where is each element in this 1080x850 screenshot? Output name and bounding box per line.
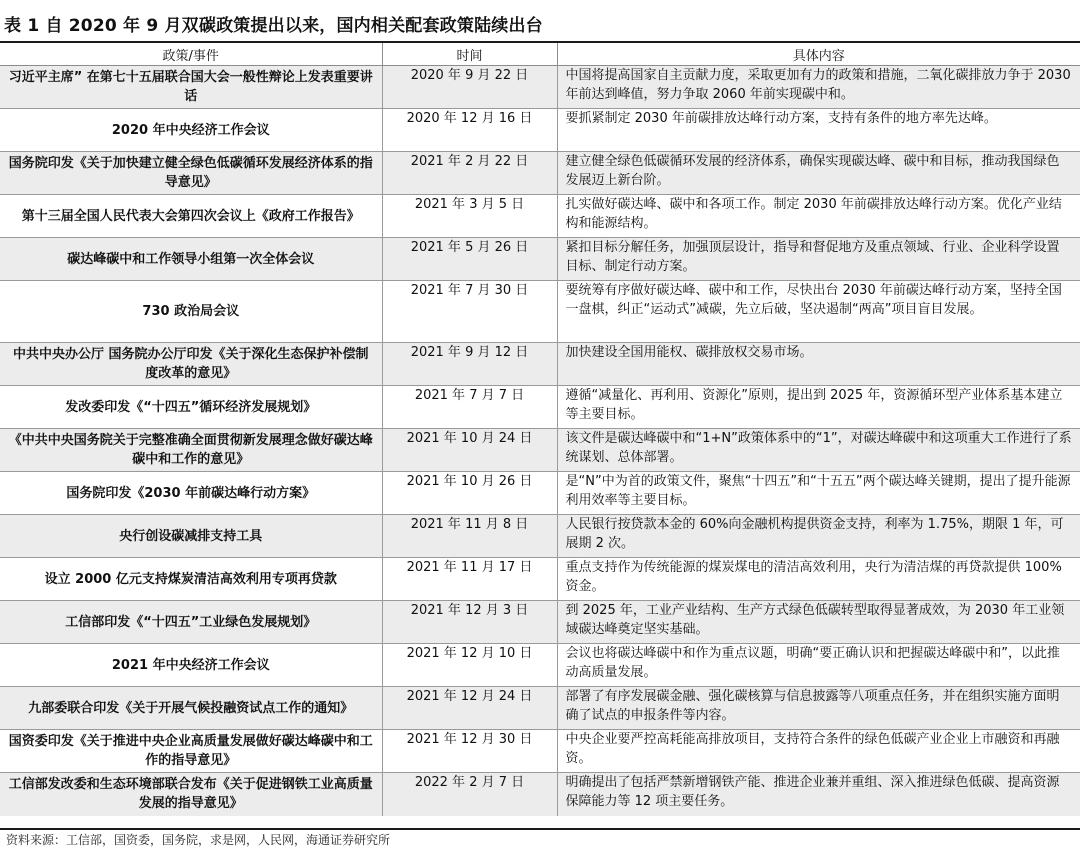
detail-cell: 紧扣目标分解任务，加强顶层设计，指导和督促地方及重点领域、行业、企业科学设置目标、制定行动方案。 bbox=[557, 238, 1080, 281]
detail-cell: 遵循“减量化、再利用、资源化”原则，提出到 2025 年，资源循环型产业体系基本建立等主要目标。 bbox=[557, 386, 1080, 429]
table-row bbox=[0, 515, 1080, 558]
event-cell: 国务院印发《关于加快建立健全绿色低碳循环发展经济体系的指导意见》 bbox=[0, 152, 382, 195]
event-cell: 2020 年中央经济工作会议 bbox=[0, 109, 382, 152]
event-cell: 工信部印发《“十四五”工业绿色发展规划》 bbox=[0, 601, 382, 644]
detail-cell: 扎实做好碳达峰、碳中和各项工作。制定 2030 年前碳排放达峰行动方案。优化产业结构和能源结构。 bbox=[557, 195, 1080, 238]
table-row bbox=[0, 66, 1080, 109]
table-row bbox=[0, 773, 1080, 816]
event-cell: 2021 年中央经济工作会议 bbox=[0, 644, 382, 687]
table-row bbox=[0, 644, 1080, 687]
column-header-event: 政策/事件 bbox=[0, 43, 382, 66]
date-cell: 2021 年 10 月 24 日 bbox=[382, 429, 557, 472]
date-cell: 2021 年 7 月 7 日 bbox=[382, 386, 557, 429]
table-row bbox=[0, 195, 1080, 238]
detail-cell: 中央企业要严控高耗能高排放项目，支持符合条件的绿色低碳产业企业上市融资和再融资。 bbox=[557, 730, 1080, 773]
detail-cell: 会议也将碳达峰碳中和作为重点议题，明确“要正确认识和把握碳达峰碳中和”，以此推动高质量发展。 bbox=[557, 644, 1080, 687]
column-header-date: 时间 bbox=[382, 43, 557, 66]
table-row bbox=[0, 730, 1080, 773]
detail-cell: 加快建设全国用能权、碳排放权交易市场。 bbox=[557, 343, 1080, 386]
source-note: 资料来源：工信部，国资委，国务院，求是网，人民网，海通证券研究所 bbox=[6, 833, 391, 847]
event-cell: 设立 2000 亿元支持煤炭清洁高效利用专项再贷款 bbox=[0, 558, 382, 601]
event-cell: 第十三届全国人民代表大会第四次会议上《政府工作报告》 bbox=[0, 195, 382, 238]
detail-cell: 是“N”中为首的政策文件，聚焦“十四五”和“十五五”两个碳达峰关键期，提出了提升能源利用效率等主要目标。 bbox=[557, 472, 1080, 515]
date-cell: 2021 年 11 月 17 日 bbox=[382, 558, 557, 601]
date-cell: 2021 年 12 月 10 日 bbox=[382, 644, 557, 687]
date-cell: 2021 年 2 月 22 日 bbox=[382, 152, 557, 195]
detail-cell: 要抓紧制定 2030 年前碳排放达峰行动方案，支持有条件的地方率先达峰。 bbox=[557, 109, 1080, 152]
table-row bbox=[0, 558, 1080, 601]
event-cell: 中共中央办公厅 国务院办公厅印发《关于深化生态保护补偿制度改革的意见》 bbox=[0, 343, 382, 386]
bottom-rule bbox=[0, 828, 1080, 830]
table-row bbox=[0, 152, 1080, 195]
table-title: 表 1 自 2020 年 9 月双碳政策提出以来，国内相关配套政策陆续出台 bbox=[4, 16, 543, 36]
date-cell: 2021 年 7 月 30 日 bbox=[382, 281, 557, 343]
table-row bbox=[0, 343, 1080, 386]
event-cell: 国资委印发《关于推进中央企业高质量发展做好碳达峰碳中和工作的指导意见》 bbox=[0, 730, 382, 773]
table-row bbox=[0, 386, 1080, 429]
detail-cell: 部署了有序发展碳金融、强化碳核算与信息披露等八项重点任务，并在组织实施方面明确了试点的申报条件等内容。 bbox=[557, 687, 1080, 730]
date-cell: 2021 年 12 月 24 日 bbox=[382, 687, 557, 730]
detail-cell: 到 2025 年，工业产业结构、生产方式绿色低碳转型取得显著成效，为 2030 年工业领域碳达峰奠定坚实基础。 bbox=[557, 601, 1080, 644]
table-row bbox=[0, 687, 1080, 730]
table-row bbox=[0, 281, 1080, 343]
detail-cell: 明确提出了包括严禁新增钢铁产能、推进企业兼并重组、深入推进绿色低碳、提高资源保障能力等 12 项主要任务。 bbox=[557, 773, 1080, 816]
table-row bbox=[0, 238, 1080, 281]
event-cell: 730 政治局会议 bbox=[0, 281, 382, 343]
table-header-row bbox=[0, 43, 1080, 66]
detail-cell: 中国将提高国家自主贡献力度，采取更加有力的政策和措施，二氧化碳排放力争于 2030 年前达到峰值，努力争取 2060 年前实现碳中和。 bbox=[557, 66, 1080, 109]
date-cell: 2021 年 5 月 26 日 bbox=[382, 238, 557, 281]
event-cell: 九部委联合印发《关于开展气候投融资试点工作的通知》 bbox=[0, 687, 382, 730]
policy-table bbox=[0, 43, 1080, 816]
event-cell: 央行创设碳减排支持工具 bbox=[0, 515, 382, 558]
table-row bbox=[0, 601, 1080, 644]
date-cell: 2021 年 3 月 5 日 bbox=[382, 195, 557, 238]
event-cell: 发改委印发《“十四五”循环经济发展规划》 bbox=[0, 386, 382, 429]
date-cell: 2021 年 12 月 3 日 bbox=[382, 601, 557, 644]
date-cell: 2020 年 9 月 22 日 bbox=[382, 66, 557, 109]
detail-cell: 该文件是碳达峰碳中和“1+N”政策体系中的“1”，对碳达峰碳中和这项重大工作进行了系统谋划、总体部署。 bbox=[557, 429, 1080, 472]
table-row bbox=[0, 429, 1080, 472]
event-cell: 国务院印发《2030 年前碳达峰行动方案》 bbox=[0, 472, 382, 515]
date-cell: 2021 年 10 月 26 日 bbox=[382, 472, 557, 515]
detail-cell: 人民银行按贷款本金的 60%向金融机构提供资金支持，利率为 1.75%，期限 1 年，可展期 2 次。 bbox=[557, 515, 1080, 558]
date-cell: 2021 年 9 月 12 日 bbox=[382, 343, 557, 386]
event-cell: 《中共中央国务院关于完整准确全面贯彻新发展理念做好碳达峰碳中和工作的意见》 bbox=[0, 429, 382, 472]
date-cell: 2022 年 2 月 7 日 bbox=[382, 773, 557, 816]
table-row bbox=[0, 472, 1080, 515]
event-cell: 工信部发改委和生态环境部联合发布《关于促进钢铁工业高质量发展的指导意见》 bbox=[0, 773, 382, 816]
date-cell: 2021 年 11 月 8 日 bbox=[382, 515, 557, 558]
detail-cell: 重点支持作为传统能源的煤炭煤电的清洁高效利用，央行为清洁煤的再贷款提供 100%资金。 bbox=[557, 558, 1080, 601]
date-cell: 2020 年 12 月 16 日 bbox=[382, 109, 557, 152]
detail-cell: 建立健全绿色低碳循环发展的经济体系，确保实现碳达峰、碳中和目标，推动我国绿色发展迈上新台阶。 bbox=[557, 152, 1080, 195]
event-cell: 习近平主席” 在第七十五届联合国大会一般性辩论上发表重要讲话 bbox=[0, 66, 382, 109]
detail-cell: 要统筹有序做好碳达峰、碳中和工作，尽快出台 2030 年前碳达峰行动方案，坚持全国一盘棋，纠正“运动式”减碳，先立后破，坚决遏制“两高”项目盲目发展。 bbox=[557, 281, 1080, 343]
column-header-detail: 具体内容 bbox=[557, 43, 1080, 66]
table-row bbox=[0, 109, 1080, 152]
event-cell: 碳达峰碳中和工作领导小组第一次全体会议 bbox=[0, 238, 382, 281]
date-cell: 2021 年 12 月 30 日 bbox=[382, 730, 557, 773]
